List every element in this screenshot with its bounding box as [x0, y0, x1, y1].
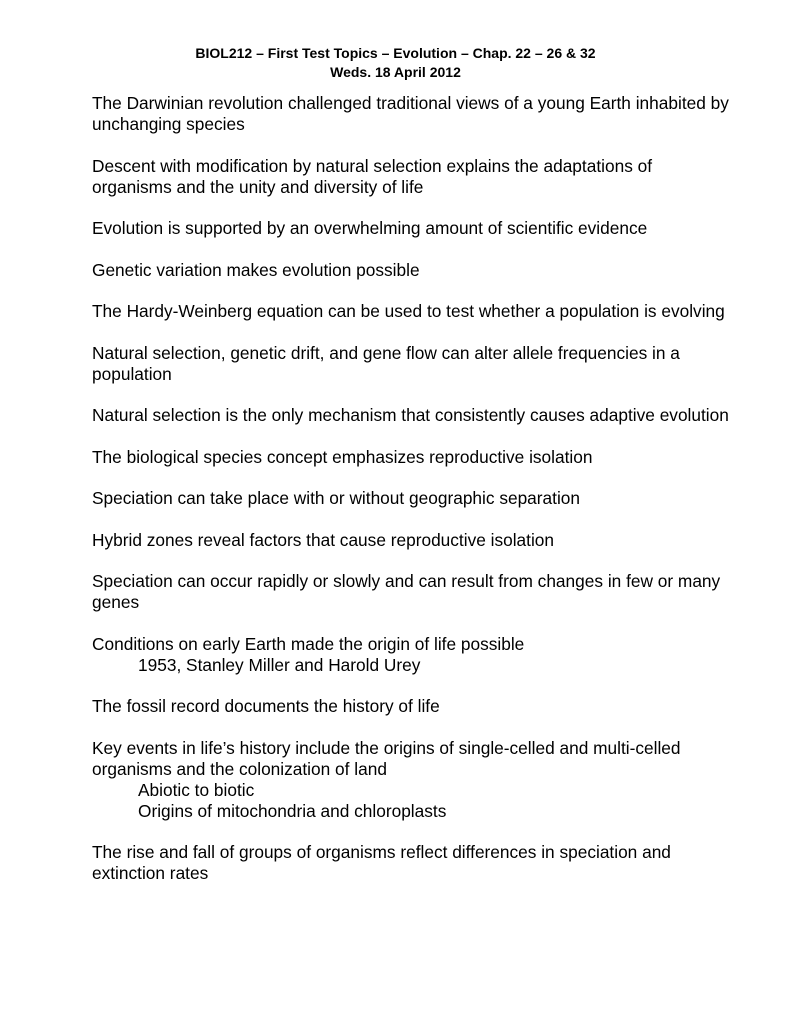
topic-item — [92, 260, 732, 281]
topic-subitem: Abiotic to biotic — [138, 779, 255, 800]
topic-text: Speciation can take place with or without geographic separation — [92, 488, 581, 508]
topic-text: Speciation can occur rapidly or slowly and can result from changes in few or many genes — [92, 571, 721, 612]
topic-text: The biological species concept emphasizes reproductive isolation — [92, 446, 593, 467]
topic-text: The rise and fall of groups of organisms reflect differences in speciation and extinction rates — [92, 842, 671, 883]
topic-item — [92, 530, 732, 551]
topic-item — [92, 842, 732, 884]
topic-text: The Darwinian revolution challenged traditional views of a young Earth inhabited by unchanging species — [92, 93, 729, 134]
topic-item — [92, 696, 732, 717]
topic-text: The Hardy-Weinberg equation can be used to test whether a population is evolving — [92, 301, 725, 321]
topic-item — [92, 447, 732, 468]
topic-item — [92, 218, 732, 239]
topic-item — [92, 571, 732, 613]
topic-item — [92, 634, 732, 676]
topic-text: Natural selection, genetic drift, and gene flow can alter allele frequencies in a population — [92, 342, 680, 384]
topic-item — [92, 343, 732, 385]
topic-item — [92, 405, 732, 426]
topic-text: Natural selection is the only mechanism that consistently causes adaptive evolution — [92, 405, 729, 425]
topic-text: Descent with modification by natural selection explains the adaptations of organisms and the unity and diversity of life — [92, 155, 653, 197]
topic-text: Genetic variation makes evolution possible — [92, 259, 420, 280]
document-header — [0, 44, 791, 82]
topic-item — [92, 738, 732, 822]
topic-item — [92, 156, 732, 198]
header-date: Weds. 18 April 2012 — [330, 64, 461, 80]
topic-text: Evolution is supported by an overwhelming amount of scientific evidence — [92, 218, 648, 238]
topic-text: The fossil record documents the history of life — [92, 696, 440, 716]
header-title: BIOL212 – First Test Topics – Evolution – Chap. 22 – 26 & 32 — [195, 45, 596, 61]
topic-list — [92, 93, 732, 905]
topic-text: Hybrid zones reveal factors that cause reproductive isolation — [92, 529, 555, 550]
topic-text: Key events in life’s history include the origins of single-celled and multi-celled organisms and the colonization of land — [92, 737, 681, 779]
topic-subitem: Origins of mitochondria and chloroplasts — [138, 800, 447, 821]
topic-item — [92, 488, 732, 509]
topic-text: Conditions on early Earth made the origin of life possible — [92, 633, 525, 654]
topic-item — [92, 301, 732, 322]
topic-subitem: 1953, Stanley Miller and Harold Urey — [138, 654, 421, 675]
topic-item — [92, 93, 732, 135]
